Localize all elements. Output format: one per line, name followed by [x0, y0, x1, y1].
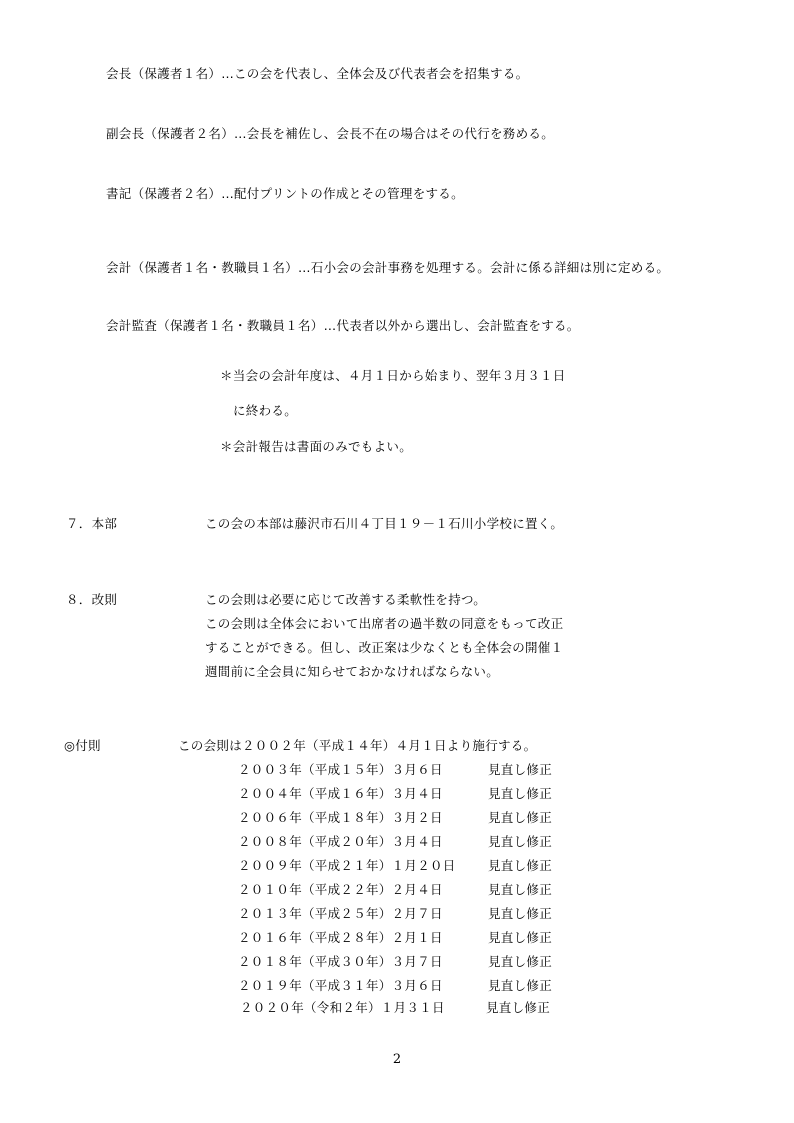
note-report: ＊会計報告は書面のみでもよい。 [220, 439, 413, 454]
note-fiscal-year: ＊当会の会計年度は、４月１日から始まり、翌年３月３１日 [220, 368, 566, 383]
revision-note: 見直し修正 [488, 858, 553, 873]
officer-secretary: 書記（保護者２名）…配付プリントの作成とその管理をする。 [106, 186, 464, 201]
revision-date: ２０１６年（平成２８年）２月１日 [238, 930, 443, 945]
revision-date: ２００８年（平成２０年）３月４日 [238, 834, 443, 849]
officer-vice-president: 副会長（保護者２名）…会長を補佐し、会長不在の場合はその代行を務める。 [106, 126, 555, 141]
revision-date: ２００３年（平成１５年）３月６日 [238, 762, 443, 777]
revision-note: 見直し修正 [488, 906, 553, 921]
section7-heading: ７．本部 [66, 516, 118, 531]
note-fiscal-year-cont: に終わる。 [233, 403, 298, 418]
revision-date: ２０１８年（平成３０年）３月７日 [238, 954, 443, 969]
revision-note: 見直し修正 [488, 762, 553, 777]
section8-line: 週間前に全会員に知らせておかなければならない。 [205, 664, 500, 679]
page-number: 2 [392, 1052, 402, 1067]
revision-date: ２０１０年（平成２２年）２月４日 [238, 882, 443, 897]
section8-line: この会則は必要に応じて改善する柔軟性を持つ。 [205, 592, 487, 607]
revision-note: 見直し修正 [488, 978, 553, 993]
officer-treasurer: 会計（保護者１名・教職員１名）…石小会の会計事務を処理する。会計に係る詳細は別に定める。 [106, 260, 670, 275]
supplementary-intro: この会則は２００２年（平成１４年）４月１日より施行する。 [178, 738, 537, 753]
revision-date: ２００６年（平成１８年）３月２日 [238, 810, 443, 825]
section8-line: この会則は全体会において出席者の過半数の同意をもって改正 [205, 616, 564, 631]
revision-note: 見直し修正 [488, 786, 553, 801]
revision-note: 見直し修正 [488, 810, 553, 825]
section8-heading: ８．改則 [66, 592, 118, 607]
revision-note: 見直し修正 [488, 882, 553, 897]
revision-date: ２００４年（平成１６年）３月４日 [238, 786, 443, 801]
revision-date: ２００９年（平成２１年）１月２０日 [238, 858, 456, 873]
officer-auditor: 会計監査（保護者１名・教職員１名）…代表者以外から選出し、会計監査をする。 [106, 318, 580, 333]
revision-date: ２０１９年（平成３１年）３月６日 [238, 978, 443, 993]
revision-note: 見直し修正 [488, 954, 553, 969]
revision-note: 見直し修正 [488, 930, 553, 945]
officer-president: 会長（保護者１名）…この会を代表し、全体会及び代表者会を招集する。 [106, 66, 529, 81]
revision-date: ２０１３年（平成２５年）２月７日 [238, 906, 443, 921]
revision-note: 見直し修正 [488, 834, 553, 849]
section7-body: この会の本部は藤沢市石川４丁目１９－１石川小学校に置く。 [205, 516, 564, 531]
revision-date: ２０２０年（令和２年）１月３１日 [240, 1000, 445, 1015]
revision-note: 見直し修正 [486, 1000, 551, 1015]
supplementary-heading: ◎付則 [64, 738, 101, 753]
section8-line: することができる。但し、改正案は少なくとも全体会の開催１ [205, 640, 564, 655]
